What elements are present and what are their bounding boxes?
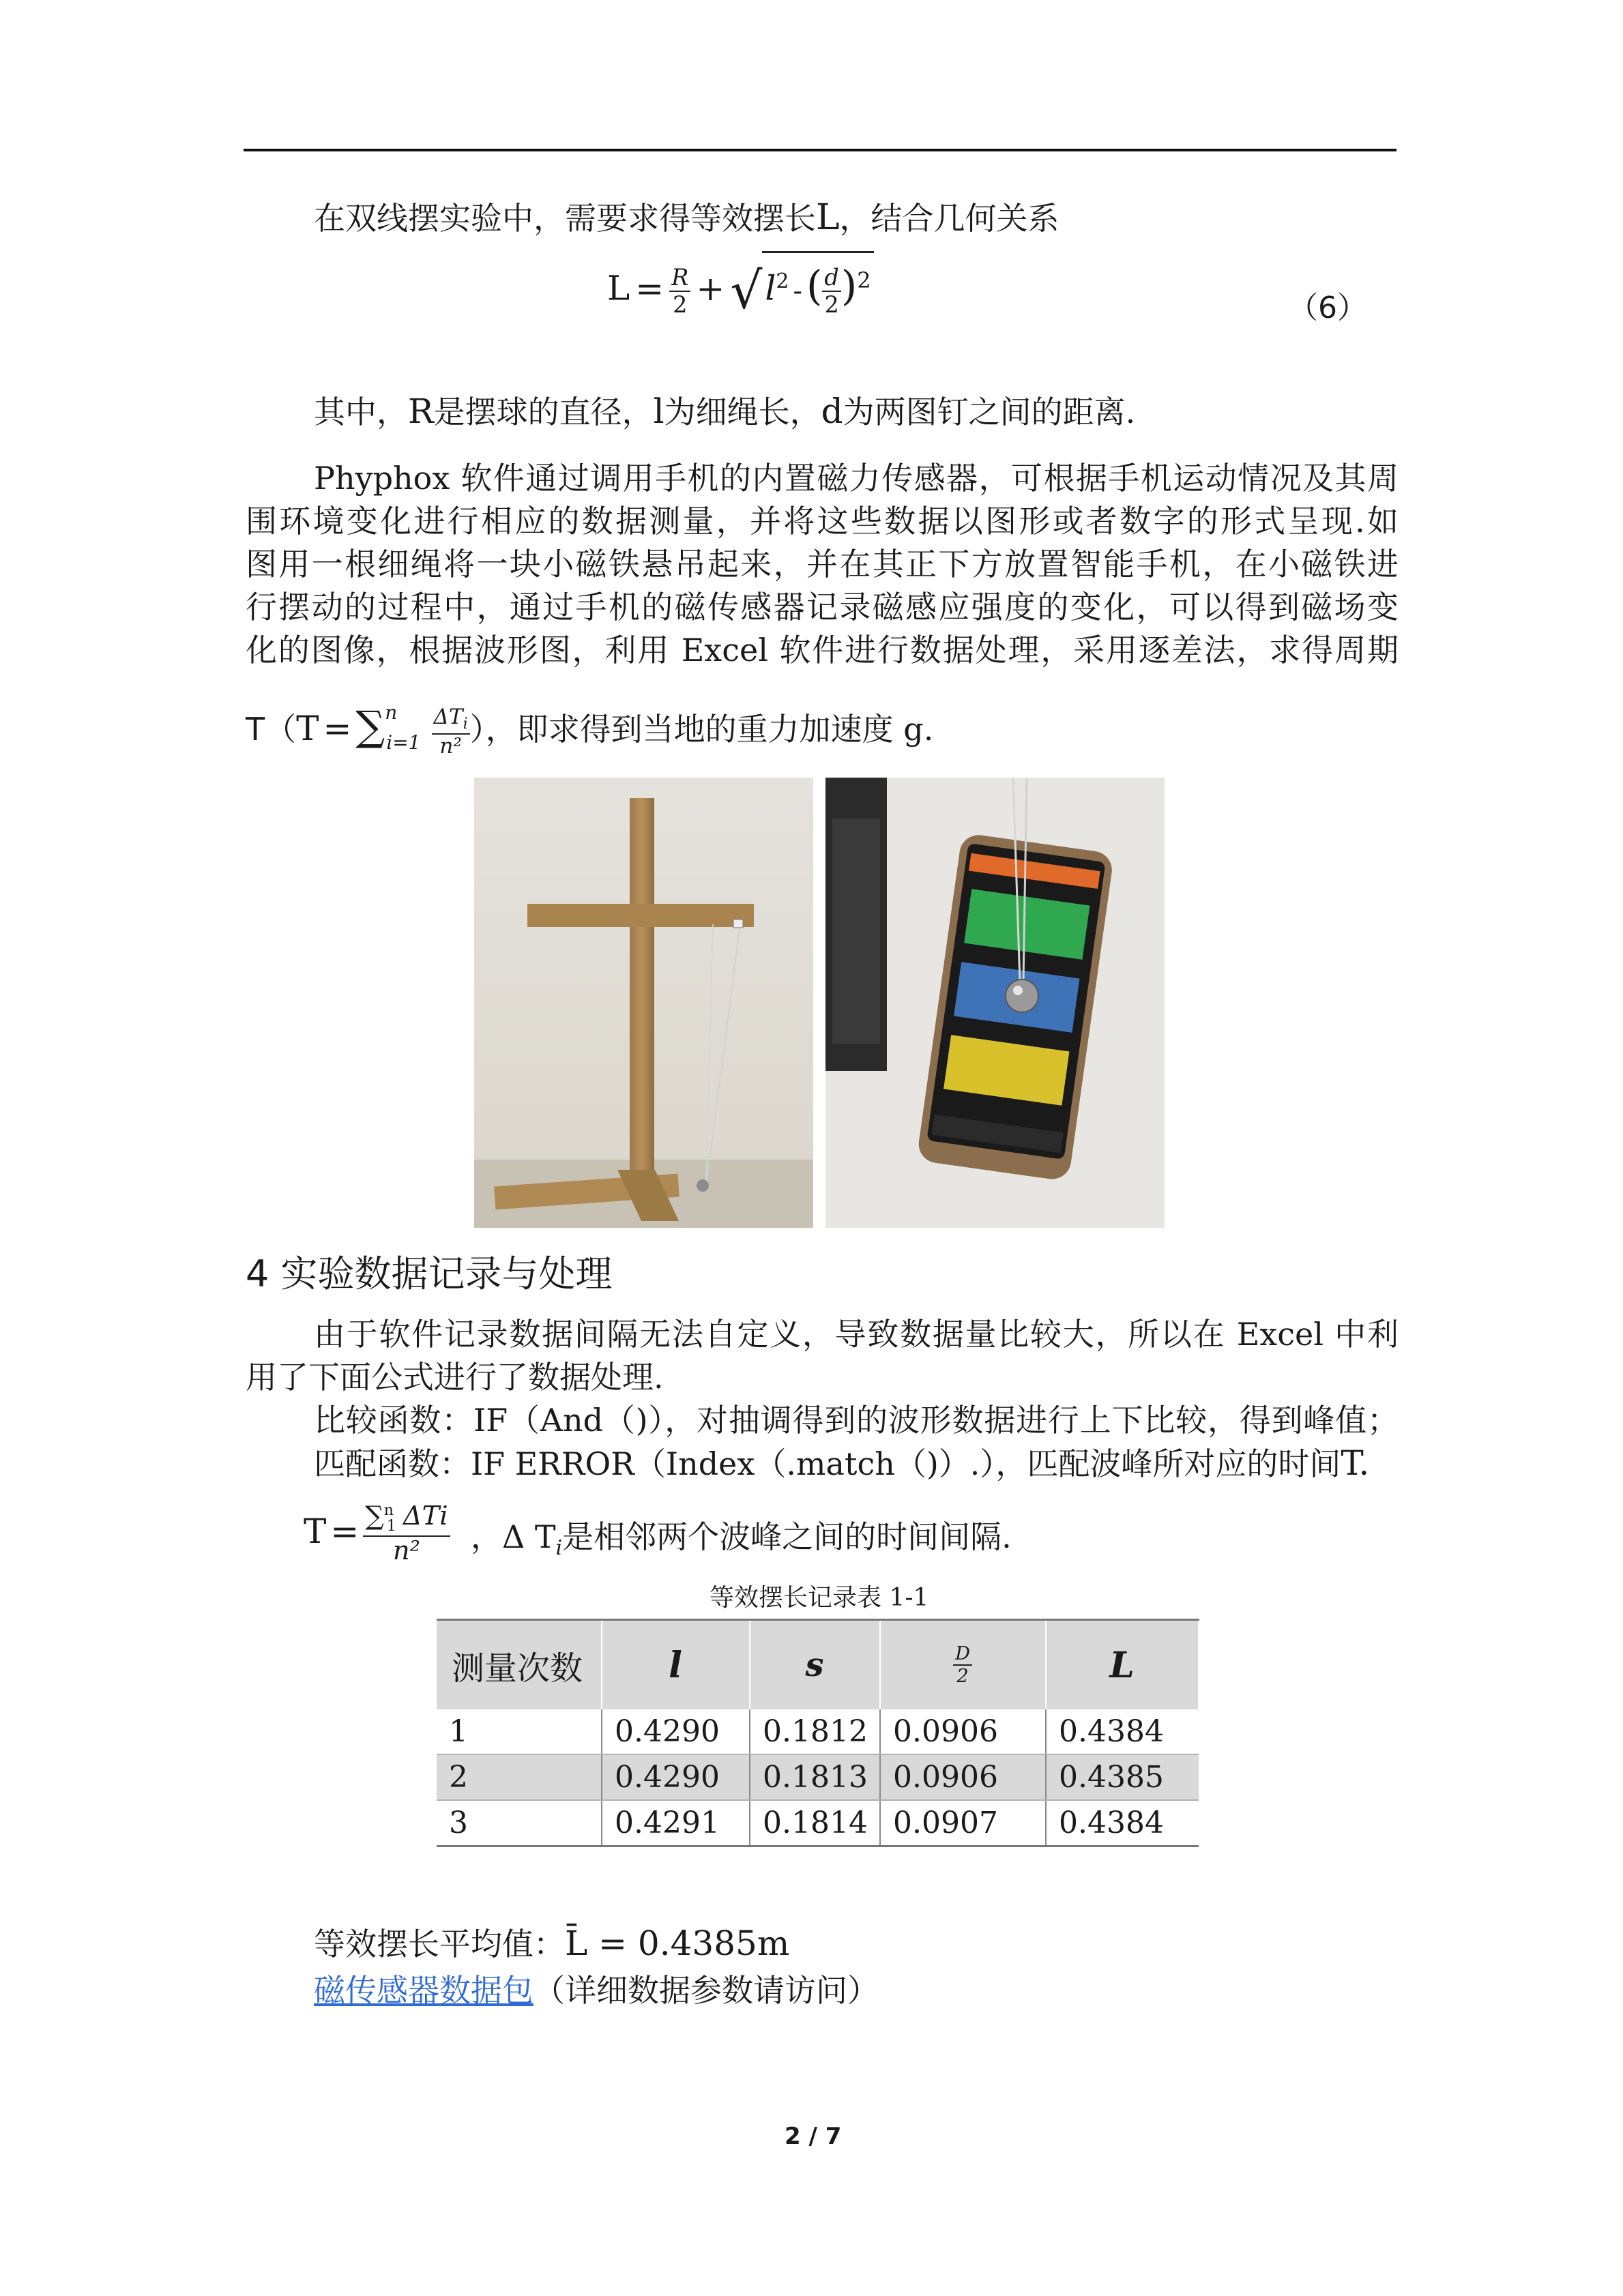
intro-text-end: ，结合几何关系	[839, 200, 1059, 237]
average-length	[314, 1922, 789, 1966]
phyphox-paragraph	[246, 457, 1399, 672]
formula-2-description: ，Δ $T_i$是相邻两个波峰之间的时间间隔.	[471, 1518, 1012, 1561]
table-caption: 等效摆长记录表 1-1	[710, 1584, 929, 1612]
header-rule	[244, 149, 1397, 151]
phyphox-line-1: Phyphox 软件通过调用手机的内置磁力传感器，可根据手机运动情况及其周	[314, 460, 1399, 497]
data-package-line	[314, 1969, 879, 2012]
s4-line-4: 匹配函数：IF ERROR（Index（.match（)）.），匹配波峰所对应的时间T.	[314, 1443, 1370, 1483]
s4-line-1: 由于软件记录数据间隔无法自定义，导致数据量比较大，所以在 Excel 中利	[314, 1316, 1399, 1353]
table-row: 3 0.4291 0.1814 0.0907 0.4384	[437, 1800, 1199, 1846]
period-formula-2: T = $\frac{\sum^n_1 \Delta Ti}{\text{n²}}$	[304, 1490, 450, 1572]
average-label: 等效摆长平均值：	[314, 1926, 565, 1962]
page-number: 2 / 7	[785, 2123, 842, 2150]
header-l: l	[602, 1620, 750, 1710]
data-package-suffix: （详细数据参数请访问）	[533, 1972, 879, 2009]
data-package-link[interactable]: 磁传感器数据包	[314, 1972, 533, 2009]
variables-definition: 其中，R是摆球的直径，l为细绳长，d为两图钉之间的距离.	[314, 392, 1136, 431]
pendulum-length-table	[437, 1619, 1199, 1847]
intro-var-L: L	[816, 197, 840, 238]
phyphox-line-4: 行摆动的过程中，通过手机的磁传感器记录磁感应强度的变化，可以得到磁场变	[246, 589, 1399, 625]
table-row: 1 0.4290 0.1812 0.0906 0.4384	[437, 1709, 1199, 1754]
header-d-over-2: $\frac{D}{2}$	[880, 1620, 1046, 1710]
s4-line-2: 用了下面公式进行了数据处理.	[246, 1359, 664, 1396]
equation-number: （6）	[1288, 291, 1367, 325]
average-value: L̄ = 0.4385m	[565, 1924, 790, 1963]
phyphox-line-3: 图用一根细绳将一块小磁铁悬吊起来，并在其正下方放置智能手机，在小磁铁进	[246, 546, 1399, 583]
header-L: L	[1046, 1620, 1199, 1710]
phyphox-line-2: 围环境变化进行相应的数据测量，并将这些数据以图形或者数字的形式呈现.如	[246, 503, 1399, 540]
phone-sensor-photo	[825, 778, 1165, 1228]
header-measurement-count: 测量次数	[437, 1620, 602, 1710]
s4-line-3: 比较函数：IF（And（)），对抽调得到的波形数据进行上下比较，得到峰值；	[314, 1402, 1399, 1439]
section-4-paragraph	[246, 1313, 1399, 1486]
table-header-row	[437, 1620, 1199, 1710]
section-4-heading: 4 实验数据记录与处理	[246, 1252, 613, 1295]
intro-paragraph	[314, 196, 1059, 240]
period-formula-line: T（T = ∑$^n_{i=1}$ $\frac{\Delta T_i}{\text{n²}}$ ），即求得到当地的重力加速度 g.	[246, 701, 934, 759]
phyphox-line-5: 化的图像，根据波形图，利用 Excel 软件进行数据处理，采用逐差法，求得周期	[246, 632, 1399, 668]
equation-6: L = $\frac{R}{2}$ + $√l^2$ - ( $\frac{d}{2}$ )$^2$	[607, 251, 874, 322]
table-row: 2 0.4290 0.1813 0.0906 0.4385	[437, 1754, 1199, 1800]
intro-text: 在双线摆实验中，需要求得等效摆长	[314, 200, 816, 237]
header-s: s	[750, 1620, 880, 1710]
wooden-pendulum-photo	[474, 778, 813, 1228]
